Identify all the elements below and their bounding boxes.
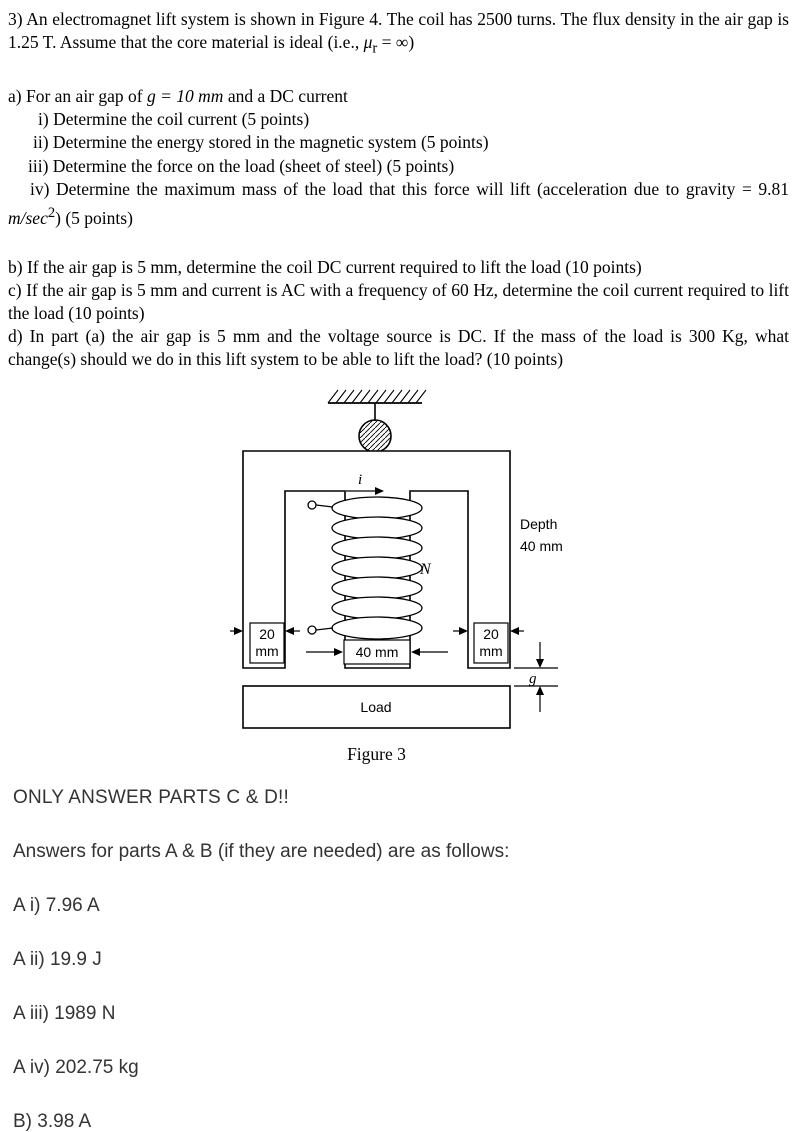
answers-note: Answers for parts A & B (if they are needed) are as follows: bbox=[13, 840, 510, 862]
center-leg-width-label: 40 mm bbox=[355, 643, 399, 660]
mu-subscript: r bbox=[372, 40, 378, 57]
part-a-item-i: i) Determine the coil current (5 points) bbox=[38, 108, 310, 129]
depth-label-line1: Depth bbox=[520, 515, 558, 532]
problem-intro bbox=[8, 8, 789, 61]
depth-label-line2: 40 mm bbox=[520, 537, 563, 554]
ceiling-hatch bbox=[328, 390, 426, 403]
current-label: i bbox=[358, 471, 363, 488]
part-a-item-ii: ii) Determine the energy stored in the magnetic system (5 points) bbox=[33, 132, 489, 152]
load-label: Load bbox=[360, 698, 392, 715]
parts-bcd-section bbox=[8, 256, 789, 371]
answers-heading: ONLY ANSWER PARTS C & D!! bbox=[13, 786, 289, 808]
part-a-section bbox=[8, 85, 789, 230]
item-iv-text: iv) Determine the maximum mass of the load that this force will lift (acceleration due to gravity = 9.81 bbox=[30, 179, 789, 199]
answer-b: B) 3.98 A bbox=[13, 1110, 92, 1132]
coil-terminals bbox=[308, 501, 333, 634]
part-a-item-iv bbox=[8, 178, 789, 230]
part-a-lead-text: a) For an air gap of bbox=[8, 85, 147, 106]
figure-caption: Figure 3 bbox=[347, 743, 406, 764]
part-a-item-iii: iii) Determine the force on the load (sheet of steel) (5 points) bbox=[28, 155, 455, 176]
hanger-ball bbox=[359, 420, 391, 452]
figure-block bbox=[230, 383, 789, 765]
right-leg-width-unit: mm bbox=[479, 642, 503, 659]
part-b: b) If the air gap is 5 mm, determine the coil DC current required to lift the load (10 points) bbox=[8, 256, 642, 277]
answer-a-iii: A iii) 1989 N bbox=[13, 1002, 116, 1024]
turns-label: N bbox=[420, 560, 431, 578]
intro-text: 3) An electromagnet lift system is shown in Figure 4. The coil has 2500 turns. The flux density in the air gap is 1.25 T. Assume that the core material is ideal (i.e., bbox=[8, 9, 789, 52]
intro-text-end: = ∞) bbox=[377, 32, 415, 52]
left-leg-width-value: 20 bbox=[259, 625, 275, 642]
answer-a-i: A i) 7.96 A bbox=[13, 894, 100, 916]
answers-section bbox=[8, 787, 789, 1132]
hanger bbox=[359, 403, 391, 452]
answer-a-iv: A iv) 202.75 kg bbox=[13, 1056, 139, 1078]
right-leg-width-value: 20 bbox=[483, 625, 499, 642]
item-iv-exponent: 2 bbox=[47, 204, 56, 221]
mu-symbol: μ bbox=[363, 32, 373, 52]
part-a-lead-tail: and a DC current bbox=[223, 85, 348, 106]
item-iv-unit: m/sec bbox=[8, 207, 48, 228]
airgap-label: g bbox=[529, 670, 537, 687]
part-d: d) In part (a) the air gap is 5 mm and the voltage source is DC. If the mass of the load is 300 Kg, what change(s) should we do in this lift system to be able to lift the load? (10 points) bbox=[8, 325, 789, 369]
part-a-math: g = 10 mm bbox=[146, 85, 224, 106]
left-leg-width-unit: mm bbox=[255, 642, 279, 659]
item-iv-text-end: ) (5 points) bbox=[55, 207, 133, 228]
electromagnet-figure bbox=[230, 383, 590, 735]
answer-a-ii: A ii) 19.9 J bbox=[13, 948, 102, 970]
part-c: c) If the air gap is 5 mm and current is AC with a frequency of 60 Hz, determine the coil current required to lift the load (10 points) bbox=[8, 279, 789, 323]
part-a-lead bbox=[8, 85, 789, 108]
